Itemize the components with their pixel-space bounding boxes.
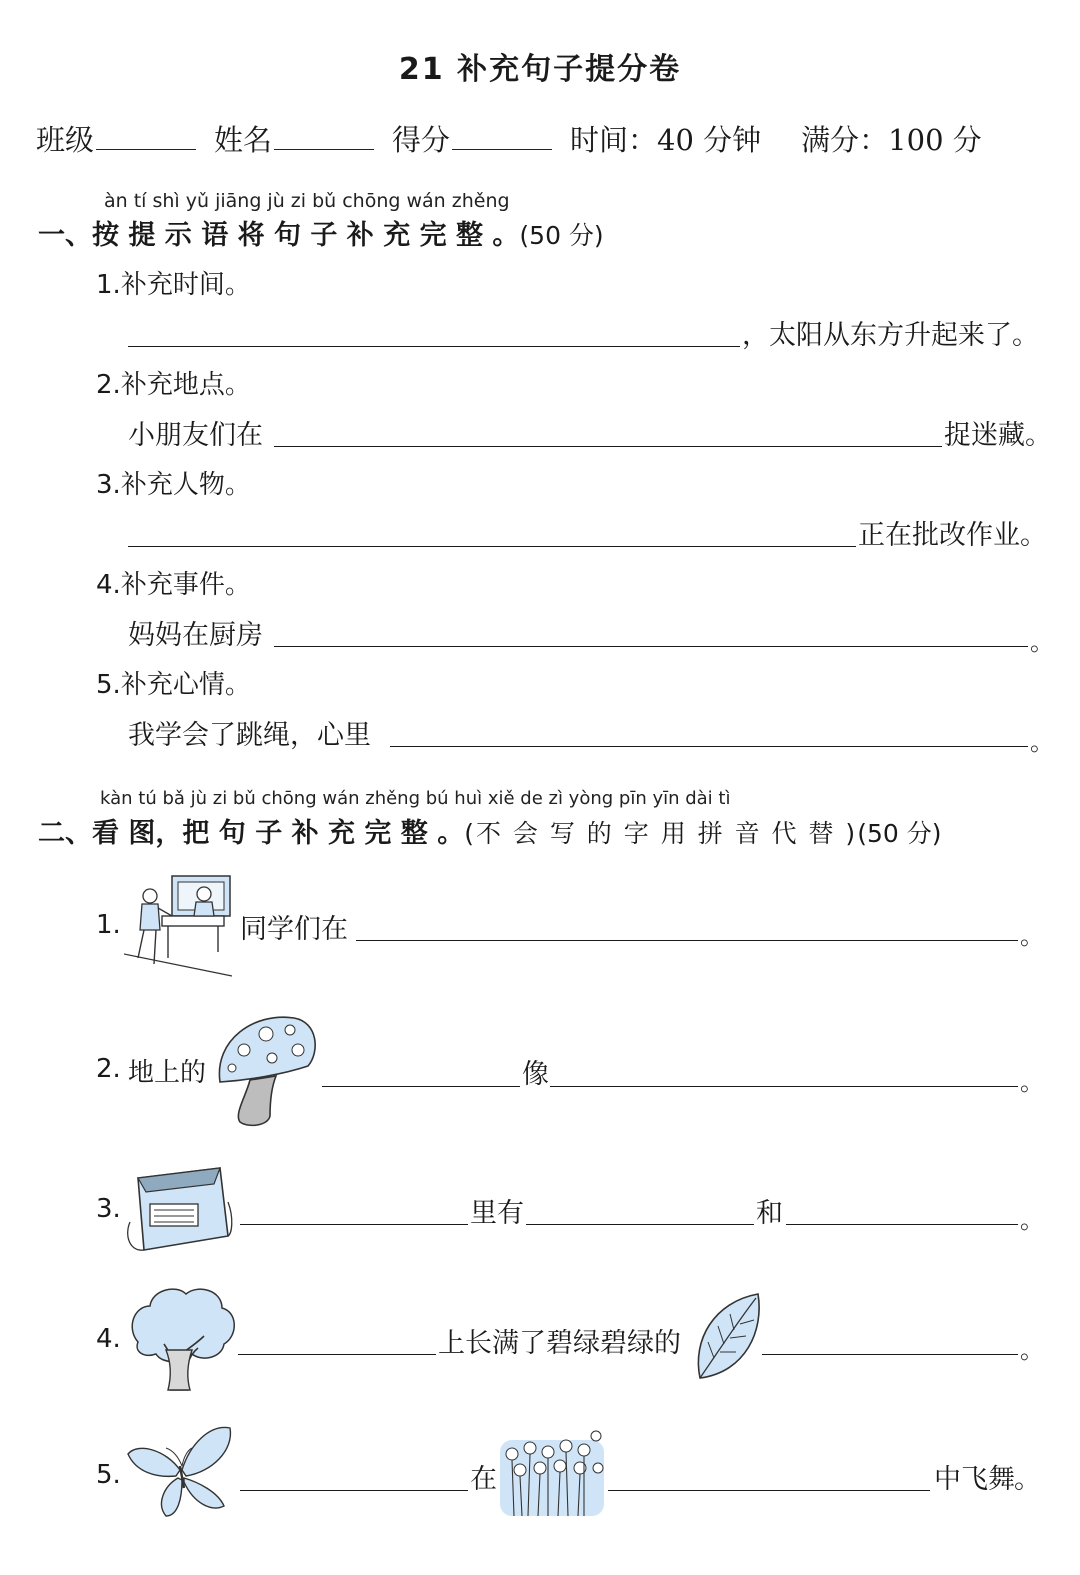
section1-heading [38,213,604,252]
section1-pinyin: àn tí shì yǔ jiāng jù zi bǔ chōng wán zhěng [104,190,510,212]
s2-q4-number: 4. [96,1324,121,1354]
class-blank[interactable] [96,149,196,150]
s2-q2-answer-line-2[interactable] [550,1086,1018,1087]
students-cleaning-picture [124,872,234,982]
s2-q4-middle: 上长满了碧绿碧绿的 [438,1328,681,1359]
s1-q2-lead: 小朋友们在 [128,420,263,451]
section2-score: (50 分) [857,819,942,848]
s1-q4-answer-line[interactable] [274,646,1028,647]
s2-q4-tail: 。 [1020,1336,1044,1364]
s1-q5-lead: 我学会了跳绳，心里 [128,720,371,751]
s1-q3-answer-line[interactable] [128,546,856,547]
section1-heading-text: 一、按 提 示 语 将 句 子 补 充 完 整 。 [38,220,520,251]
s1-q5-tail: 。 [1030,728,1054,756]
s2-q5-answer-line-1[interactable] [240,1490,468,1491]
s1-q4-prompt: 补充事件。 [120,570,251,600]
s1-q5-prompt: 补充心情。 [120,670,251,700]
s2-q3-middle: 里有 [470,1198,524,1229]
leaf-picture [694,1290,764,1386]
section1-score: (50 分) [519,221,604,250]
s1-q3-tail: 正在批改作业。 [858,520,1047,551]
flowers-picture [498,1428,608,1520]
name-blank[interactable] [274,149,374,150]
s2-q3-middle2: 和 [756,1198,783,1229]
s1-q1-number: 1. [96,270,121,300]
s1-q2-answer-line[interactable] [274,446,942,447]
s2-q1-lead: 同学们在 [240,914,348,945]
s2-q3-tail: 。 [1020,1206,1044,1234]
section2-pinyin: kàn tú bǎ jù zi bǔ chōng wán zhěng bú huì xiě de zì yòng pīn yīn dài tì [100,788,731,809]
time-text: 时间：40 分钟 [570,123,762,157]
s1-q2-tail: 捉迷藏。 [944,420,1052,451]
s2-q2-middle: 像 [522,1059,549,1090]
s2-q5-middle: 在 [470,1464,497,1495]
score-label: 得分 [392,123,451,157]
full-score-text: 满分：100 分 [801,123,982,157]
s2-q4-answer-line-2[interactable] [762,1354,1018,1355]
s2-q2-lead: 地上的 [128,1058,207,1088]
mushroom-picture [214,1010,320,1128]
s2-q1-answer-line[interactable] [356,940,1018,941]
s1-q4-number: 4. [96,570,121,600]
student-info-row [36,118,982,159]
s2-q3-answer-line-2[interactable] [526,1224,754,1225]
s1-q4-tail: 。 [1030,628,1054,656]
s1-q1-label [96,264,251,301]
schoolbag-picture [124,1162,234,1256]
s2-q5-middle2: 中飞舞 [934,1464,1015,1495]
s1-q5-number: 5. [96,670,121,700]
class-label: 班级 [36,123,95,157]
section2-heading-text: 二、看 图，把 句 子 补 充 完 整 。 [38,818,465,849]
s1-q3-number: 3. [96,470,121,500]
s1-q4-label [96,564,251,601]
s2-q3-answer-line-3[interactable] [786,1224,1018,1225]
s2-q1-number: 1. [96,910,121,940]
s1-q5-answer-line[interactable] [390,746,1028,747]
s1-q1-answer-line[interactable] [128,346,740,347]
s1-q4-lead: 妈妈在厨房 [128,620,263,651]
s2-q2-number: 2. [96,1054,121,1084]
s2-q5-tail: 。 [1014,1464,1041,1495]
s1-q1-prompt: 补充时间。 [120,270,251,300]
s1-q5-label [96,664,251,701]
name-label: 姓名 [214,123,273,157]
page-title: 21 补充句子提分卷 [398,52,682,87]
section2-note: (不 会 写 的 字 用 拼 音 代 替 ) [464,819,858,848]
s2-q5-answer-line-2[interactable] [608,1490,930,1491]
section2-heading [38,811,941,850]
butterfly-picture [126,1420,236,1522]
s1-q2-number: 2. [96,370,121,400]
s1-q3-label [96,464,251,501]
s2-q3-answer-line-1[interactable] [240,1224,468,1225]
tree-picture [126,1284,238,1392]
s1-q2-label [96,364,251,401]
s2-q1-tail: 。 [1020,922,1044,950]
s2-q2-answer-line-1[interactable] [322,1086,520,1087]
s1-q2-prompt: 补充地点。 [120,370,251,400]
s2-q4-answer-line-1[interactable] [238,1354,436,1355]
s1-q3-prompt: 补充人物。 [120,470,251,500]
s1-q1-tail: ，太阳从东方升起来了。 [742,320,1039,351]
s2-q5-number: 5. [96,1460,121,1490]
s2-q3-number: 3. [96,1194,121,1224]
score-blank[interactable] [452,149,552,150]
s2-q2-tail: 。 [1020,1068,1044,1096]
